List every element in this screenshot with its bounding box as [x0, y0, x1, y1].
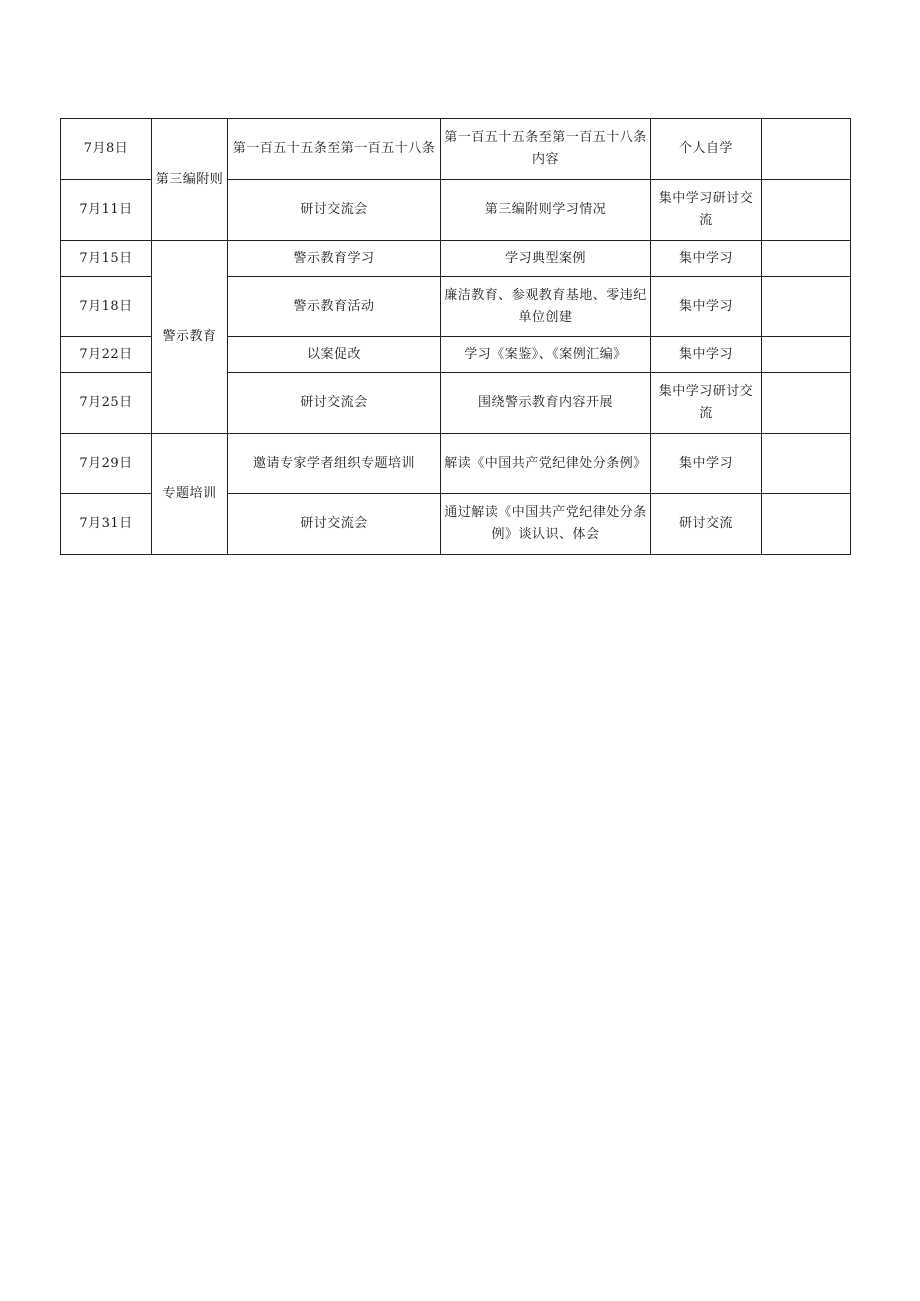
- topic-cell: 研讨交流会: [228, 373, 441, 434]
- topic-cell: 警示教育学习: [228, 241, 441, 277]
- date-cell: 7月15日: [61, 241, 152, 277]
- table-row: [61, 241, 851, 277]
- method-cell: 研讨交流: [651, 494, 762, 555]
- content-cell: 围绕警示教育内容开展: [441, 373, 651, 434]
- date-cell: 7月18日: [61, 277, 152, 337]
- note-cell: [762, 494, 851, 555]
- table-row: [61, 434, 851, 494]
- method-cell: 集中学习: [651, 434, 762, 494]
- content-cell: 廉洁教育、参观教育基地、零违纪单位创建: [441, 277, 651, 337]
- note-cell: [762, 277, 851, 337]
- topic-cell: 邀请专家学者组织专题培训: [228, 434, 441, 494]
- date-cell: 7月8日: [61, 119, 152, 180]
- method-cell: 集中学习研讨交流: [651, 373, 762, 434]
- note-cell: [762, 119, 851, 180]
- note-cell: [762, 337, 851, 373]
- date-cell: 7月25日: [61, 373, 152, 434]
- note-cell: [762, 180, 851, 241]
- content-cell: 解读《中国共产党纪律处分条例》: [441, 434, 651, 494]
- date-cell: 7月11日: [61, 180, 152, 241]
- method-cell: 个人自学: [651, 119, 762, 180]
- topic-cell: 研讨交流会: [228, 180, 441, 241]
- topic-cell: 第一百五十五条至第一百五十八条: [228, 119, 441, 180]
- content-cell: 通过解读《中国共产党纪律处分条例》谈认识、体会: [441, 494, 651, 555]
- method-cell: 集中学习研讨交流: [651, 180, 762, 241]
- content-cell: 学习《案鉴》、《案例汇编》: [441, 337, 651, 373]
- method-cell: 集中学习: [651, 277, 762, 337]
- note-cell: [762, 434, 851, 494]
- note-cell: [762, 373, 851, 434]
- method-cell: 集中学习: [651, 241, 762, 277]
- note-cell: [762, 241, 851, 277]
- method-cell: 集中学习: [651, 337, 762, 373]
- date-cell: 7月31日: [61, 494, 152, 555]
- date-cell: 7月29日: [61, 434, 152, 494]
- section-cell-warning: 警示教育: [152, 241, 228, 434]
- study-schedule-table: [60, 118, 851, 555]
- content-cell: 学习典型案例: [441, 241, 651, 277]
- topic-cell: 警示教育活动: [228, 277, 441, 337]
- content-cell: 第一百五十五条至第一百五十八条内容: [441, 119, 651, 180]
- date-cell: 7月22日: [61, 337, 152, 373]
- section-cell-appendix: 第三编附则: [152, 119, 228, 241]
- content-cell: 第三编附则学习情况: [441, 180, 651, 241]
- topic-cell: 研讨交流会: [228, 494, 441, 555]
- section-cell-training: 专题培训: [152, 434, 228, 555]
- topic-cell: 以案促改: [228, 337, 441, 373]
- table-row: [61, 119, 851, 180]
